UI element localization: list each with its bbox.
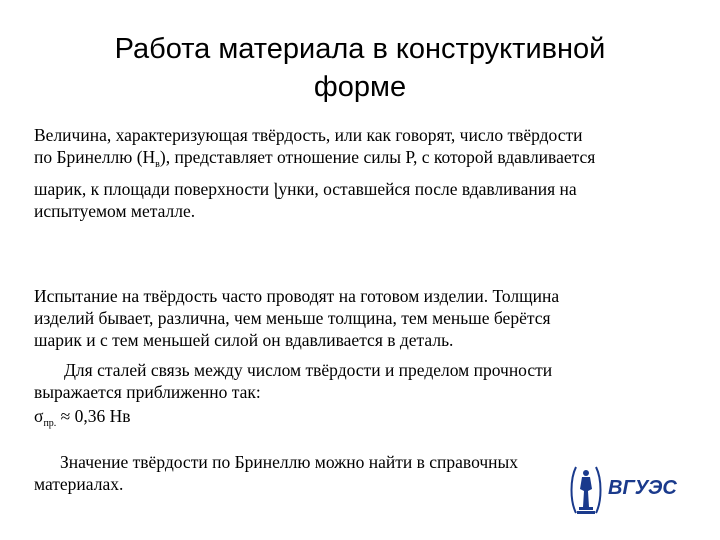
text-line: материалах. <box>34 474 124 494</box>
slide-title <box>40 30 680 106</box>
text-line <box>34 359 684 381</box>
text-line: испытуемом металле. <box>34 201 196 221</box>
text-line <box>34 146 595 168</box>
title-line-2: форме <box>313 71 407 103</box>
text-line: выражается приближенно так: <box>34 382 261 402</box>
subscript: в <box>155 159 160 170</box>
logo-text: ВГУЭС <box>608 477 677 499</box>
formula <box>34 405 684 427</box>
text-fragment: Значение твёрдости по Бринеллю можно найти в справочных <box>60 452 519 472</box>
text-fragment: ), представляет отношение силы Р, с которой вдавливается <box>159 147 596 167</box>
formula-symbol: σ <box>34 406 44 426</box>
paragraph-brinell-definition <box>34 124 684 222</box>
title-line-1: Работа материала в конструктивной <box>114 33 606 65</box>
paragraph-hardness-testing <box>34 285 684 351</box>
text-line: Величина, характеризующая твёрдость, или как говорят, число твёрдости <box>34 125 583 145</box>
text-line: шарик, к площади поверхности ɭунки, оставшейся после вдавливания на <box>34 179 577 199</box>
text-line: шарик и с тем меньшей силой он вдавливается в деталь. <box>34 330 454 350</box>
formula-subscript: пр. <box>43 418 57 429</box>
text-fragment: Для сталей связь между числом твёрдости и пределом прочности <box>64 360 553 380</box>
emblem-icon <box>568 463 604 517</box>
paragraph-steel-relation <box>34 359 684 403</box>
university-logo <box>568 463 698 517</box>
text-line: изделий бывает, различна, чем меньше толщина, тем меньше берётся <box>34 308 551 328</box>
formula-expression: ≈ 0,36 Нв <box>56 406 131 426</box>
text-fragment: по Бринеллю (Н <box>34 147 156 167</box>
text-line: Испытание на твёрдость часто проводят на готовом изделии. Толщина <box>34 286 560 306</box>
